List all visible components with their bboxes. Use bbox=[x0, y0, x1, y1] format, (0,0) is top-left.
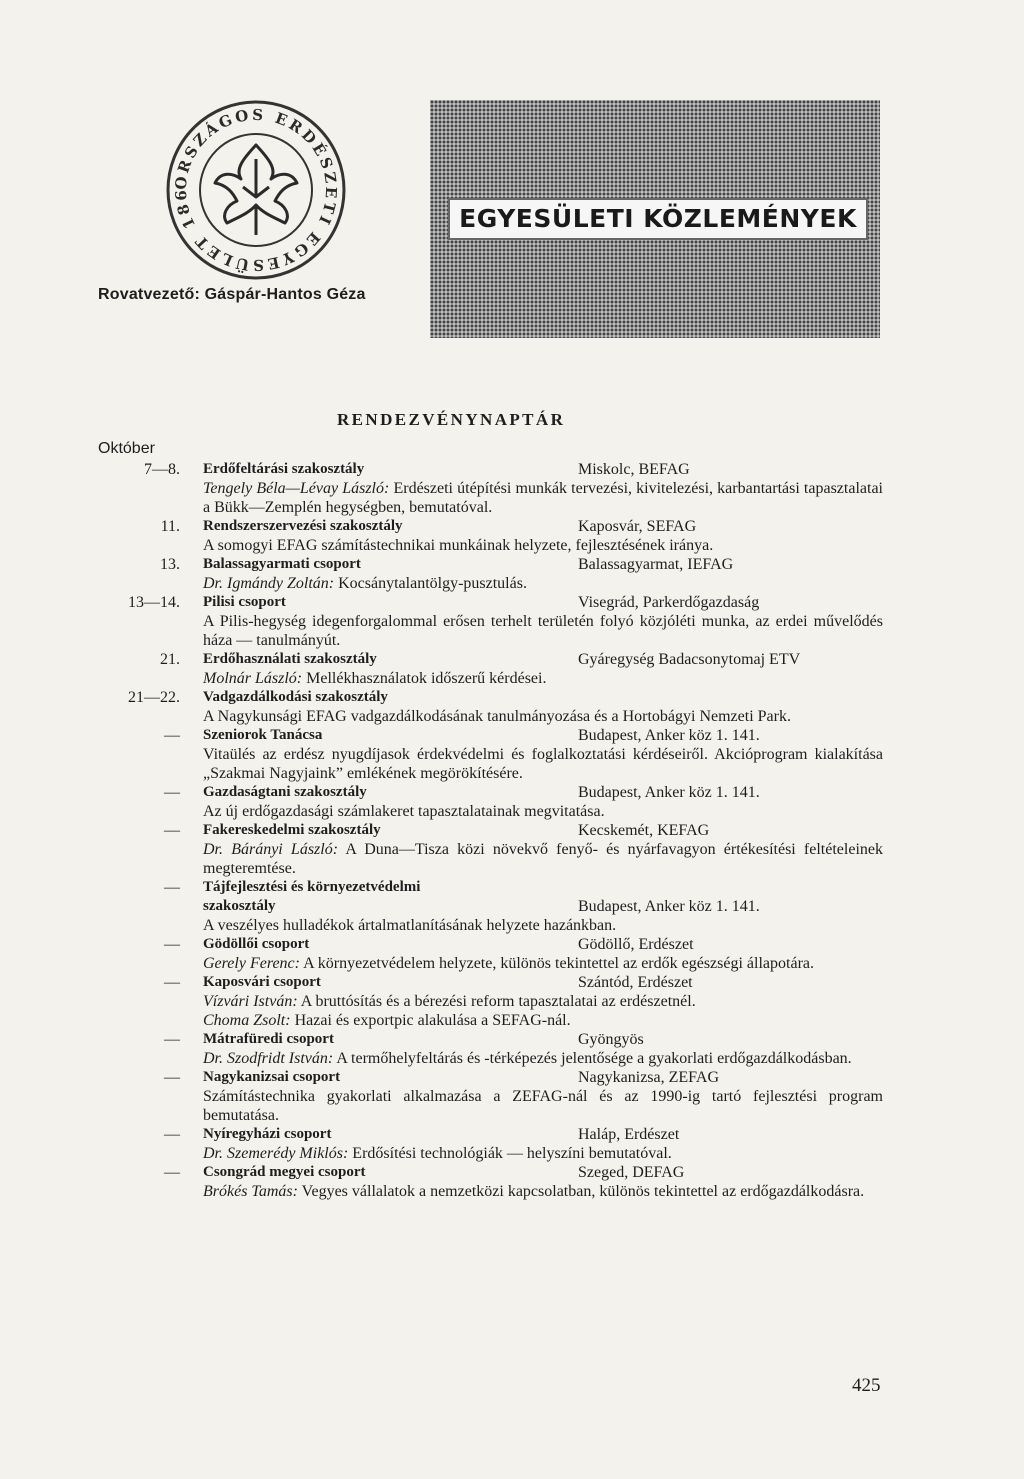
society-seal bbox=[163, 97, 349, 283]
event-topic: Erdősítési technológiák — helyszíni bemutatóval. bbox=[348, 1145, 672, 1162]
event-section: Nagykanizsai csoport bbox=[203, 1069, 341, 1085]
event-description bbox=[203, 840, 883, 878]
event-topic: Vitaülés az erdész nyugdíjasok érdekvédelmi és foglalkoztatási kérdéseiről. Akcióprogram kialakítása „Szakmai Nagyjaink” emlékének megörökítésére. bbox=[203, 746, 883, 782]
event-speaker: Gerely Ferenc: bbox=[203, 955, 300, 972]
event-description bbox=[203, 992, 883, 1011]
event-place: Budapest, Anker köz 1. 141. bbox=[578, 727, 760, 744]
event-section: Szeniorok Tanácsa bbox=[203, 727, 323, 743]
event-description bbox=[203, 1087, 883, 1125]
event-topic: Hazai és exportpic alakulása a SEFAG-nál. bbox=[290, 1012, 571, 1029]
section-editor: Rovatvezető: Gáspár-Hantos Géza bbox=[98, 286, 366, 303]
event-description bbox=[203, 1011, 883, 1030]
event-description bbox=[203, 479, 883, 517]
event-entry bbox=[0, 688, 1024, 726]
event-date: — bbox=[164, 1031, 180, 1048]
event-topic: Az új erdőgazdasági számlakeret tapasztalatainak megvitatása. bbox=[203, 803, 605, 820]
event-topic: A Pilis-hegység idegenforgalommal erősen terhelt területén folyó közjóléti munka, az erdei művelődés háza — tanulmányút. bbox=[203, 613, 883, 649]
event-speaker: Vízvári István: bbox=[203, 993, 298, 1010]
event-speaker: Molnár László: bbox=[203, 670, 303, 687]
event-date: — bbox=[164, 1164, 180, 1181]
event-description bbox=[203, 802, 883, 821]
event-section: Gazdaságtani szakosztály bbox=[203, 784, 367, 800]
event-speaker: Tengely Béla—Lévay László: bbox=[203, 480, 390, 497]
event-speaker: Dr. Igmándy Zoltán: bbox=[203, 575, 335, 592]
event-date: — bbox=[164, 974, 180, 991]
event-description bbox=[203, 1182, 883, 1201]
event-description bbox=[203, 612, 883, 650]
event-date: — bbox=[164, 784, 180, 801]
event-entry bbox=[0, 783, 1024, 821]
event-section: Kaposvári csoport bbox=[203, 974, 321, 990]
event-topic: Számítástechnika gyakorlati alkalmazása a ZEFAG-nál és az 1990-ig tartó fejlesztési program bemutatása. bbox=[203, 1088, 883, 1124]
event-section: Nyíregyházi csoport bbox=[203, 1126, 332, 1142]
event-entry bbox=[0, 460, 1024, 517]
event-section: Pilisi csoport bbox=[203, 594, 286, 610]
event-place: Kaposvár, SEFAG bbox=[578, 518, 697, 535]
event-speaker: Choma Zsolt: bbox=[203, 1012, 291, 1029]
event-date: 7—8. bbox=[144, 461, 180, 478]
event-description bbox=[203, 574, 883, 593]
event-entry bbox=[0, 593, 1024, 650]
event-speaker: Brókés Tamás: bbox=[203, 1183, 298, 1200]
event-description bbox=[203, 745, 883, 783]
calendar-title: RENDEZVÉNYNAPTÁR bbox=[337, 410, 566, 429]
event-entry bbox=[0, 726, 1024, 783]
event-topic: A Duna—Tisza közi növekvő fenyő- és nyárfavagyon értékesítési feltételeinek megteremtése. bbox=[203, 841, 883, 877]
event-description bbox=[203, 916, 883, 935]
event-section: Erdőfeltárási szakosztály bbox=[203, 461, 365, 477]
event-entry bbox=[0, 973, 1024, 1030]
event-date: — bbox=[164, 1069, 180, 1086]
event-date: — bbox=[164, 822, 180, 839]
event-entry bbox=[0, 555, 1024, 593]
event-place: Gyáregység Badacsonytomaj ETV bbox=[578, 651, 801, 668]
event-list bbox=[0, 460, 1024, 1201]
event-place: Gödöllő, Erdészet bbox=[578, 936, 694, 953]
event-date: — bbox=[164, 727, 180, 744]
event-topic: A termőhelyfeltárás és -térképezés jelentősége a gyakorlati erdőgazdálkodásban. bbox=[333, 1050, 852, 1067]
event-place: Szeged, DEFAG bbox=[578, 1164, 685, 1181]
event-topic: A környezetvédelem helyzete, különös tekintettel az erdők egészségi állapotára. bbox=[299, 955, 814, 972]
event-date: 11. bbox=[160, 518, 180, 535]
event-section: Gödöllői csoport bbox=[203, 936, 310, 952]
event-section: Tájfejlesztési és környezetvédelmi bbox=[203, 879, 421, 895]
event-section: Fakereskedelmi szakosztály bbox=[203, 822, 381, 838]
event-place: Balassagyarmat, IEFAG bbox=[578, 556, 734, 573]
section-banner bbox=[430, 100, 880, 338]
event-place: Gyöngyös bbox=[578, 1031, 644, 1048]
event-section: Erdőhasználati szakosztály bbox=[203, 651, 377, 667]
event-topic: Erdészeti útépítési munkák tervezési, kivitelezési, karbantartási tapasztalatai a Bükk—Zemplén hegységben, bemutatóval. bbox=[203, 480, 883, 516]
event-speaker: Dr. Szemerédy Miklós: bbox=[203, 1145, 349, 1162]
event-description bbox=[203, 1144, 883, 1163]
event-place: Miskolc, BEFAG bbox=[578, 461, 690, 478]
event-section-cont: szakosztály bbox=[203, 898, 276, 914]
event-description bbox=[203, 707, 883, 726]
event-entry bbox=[0, 878, 1024, 935]
event-place: Budapest, Anker köz 1. 141. bbox=[578, 898, 760, 915]
event-section: Csongrád megyei csoport bbox=[203, 1164, 366, 1180]
event-section: Mátrafüredi csoport bbox=[203, 1031, 334, 1047]
event-entry bbox=[0, 1030, 1024, 1068]
event-entry bbox=[0, 821, 1024, 878]
event-section: Rendszerszervezési szakosztály bbox=[203, 518, 403, 534]
event-topic: A veszélyes hulladékok ártalmatlanításának helyzete hazánkban. bbox=[203, 917, 617, 934]
event-topic: Kocsánytalantölgy-pusztulás. bbox=[334, 575, 527, 592]
event-description bbox=[203, 954, 883, 973]
event-entry bbox=[0, 935, 1024, 973]
calendar-month: Október bbox=[98, 440, 155, 457]
event-entry bbox=[0, 650, 1024, 688]
event-place: Kecskemét, KEFAG bbox=[578, 822, 710, 839]
event-date: 21—22. bbox=[128, 689, 180, 706]
event-date: — bbox=[164, 879, 180, 896]
seal-leaf-icon bbox=[163, 97, 349, 283]
event-entry bbox=[0, 1068, 1024, 1125]
event-speaker: Dr. Bárányi László: bbox=[203, 841, 339, 858]
event-description bbox=[203, 669, 883, 688]
event-date: 13. bbox=[160, 556, 180, 573]
event-speaker: Dr. Szodfridt István: bbox=[203, 1050, 334, 1067]
event-section: Vadgazdálkodási szakosztály bbox=[203, 689, 388, 705]
event-topic: Vegyes vállalatok a nemzetközi kapcsolatban, különös tekintettel az erdőgazdálkodásra. bbox=[297, 1183, 865, 1200]
event-place: Nagykanizsa, ZEFAG bbox=[578, 1069, 719, 1086]
event-topic: A Nagykunsági EFAG vadgazdálkodásának tanulmányozása és a Hortobágyi Nemzeti Park. bbox=[203, 708, 791, 725]
event-place: Szántód, Erdészet bbox=[578, 974, 693, 991]
event-description bbox=[203, 536, 883, 555]
event-date: — bbox=[164, 1126, 180, 1143]
event-place: Budapest, Anker köz 1. 141. bbox=[578, 784, 760, 801]
event-section: Balassagyarmati csoport bbox=[203, 556, 361, 572]
event-topic: A somogyi EFAG számítástechnikai munkáinak helyzete, fejlesztésének iránya. bbox=[203, 537, 714, 554]
event-topic: Mellékhasználatok időszerű kérdései. bbox=[302, 670, 547, 687]
page-number: 425 bbox=[852, 1375, 881, 1396]
event-date: 13—14. bbox=[128, 594, 180, 611]
event-entry bbox=[0, 1125, 1024, 1163]
event-description bbox=[203, 1049, 883, 1068]
event-place: Visegrád, Parkerdőgazdaság bbox=[578, 594, 760, 611]
svg-text:ORSZÁGOS ERDÉSZETI EGYESÜLET 1: ORSZÁGOS ERDÉSZETI EGYESÜLET 186 bbox=[171, 105, 341, 275]
event-entry bbox=[0, 517, 1024, 555]
event-date: 21. bbox=[160, 651, 180, 668]
event-place: Haláp, Erdészet bbox=[578, 1126, 680, 1143]
event-topic: A bruttósítás és a bérezési reform tapasztalatai az erdészetnél. bbox=[297, 993, 696, 1010]
event-entry bbox=[0, 1163, 1024, 1201]
banner-title: EGYESÜLETI KÖZLEMÉNYEK bbox=[448, 198, 868, 240]
event-date: — bbox=[164, 936, 180, 953]
